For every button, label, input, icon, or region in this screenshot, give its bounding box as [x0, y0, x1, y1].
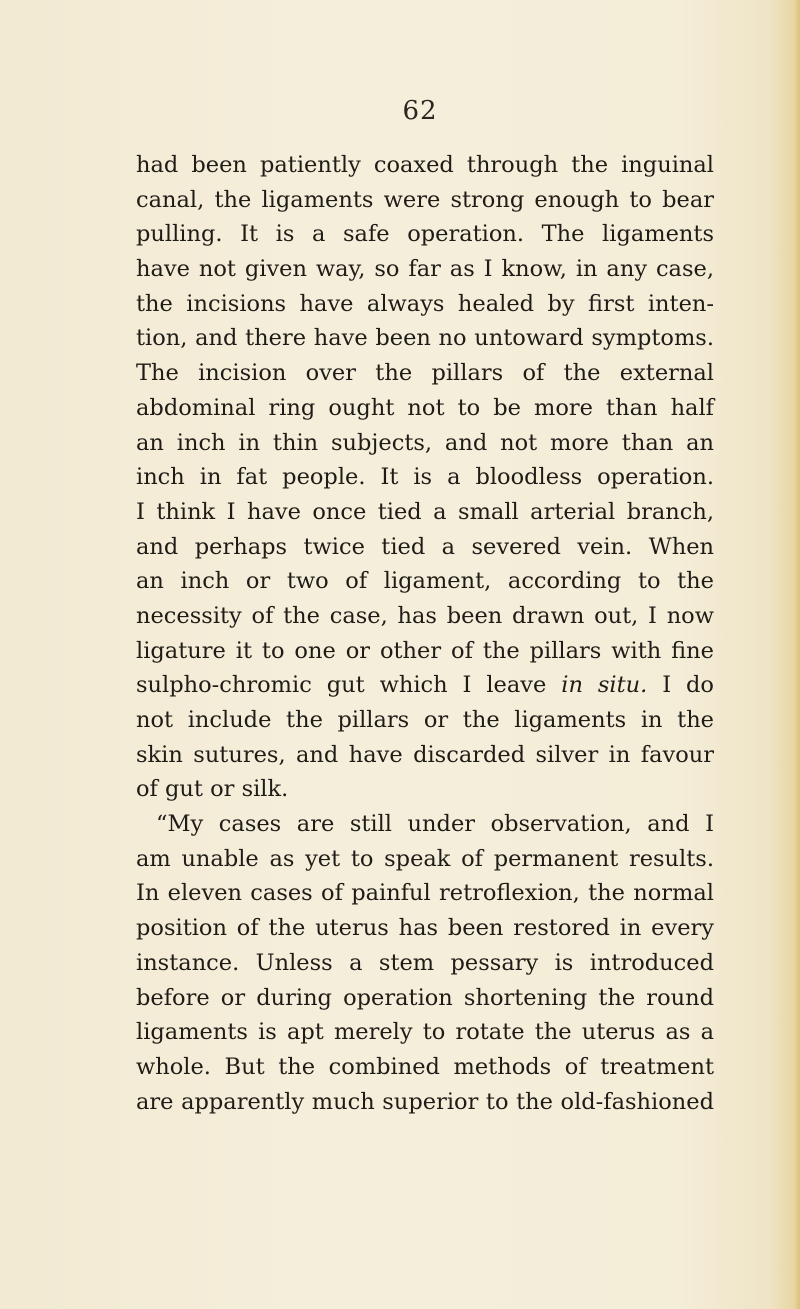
text-line-28: are apparently much superior to the old-fashioned [136, 1088, 714, 1115]
text-line-9: an inch in thin subjects, and not more than an [136, 429, 714, 456]
text-line-5: the incisions have always healed by first inten- [136, 290, 714, 317]
text-line-21: am unable as yet to speak of permanent results. [136, 845, 714, 872]
text-line-23: position of the uterus has been restored in every [136, 915, 714, 942]
text-line-16-end: I do [647, 672, 714, 699]
text-line-7: The incision over the pillars of the external [136, 360, 714, 387]
text-line-26: ligaments is apt merely to rotate the uterus as a [136, 1019, 714, 1046]
text-line-6: tion, and there have been no untoward symptoms. [136, 325, 714, 352]
text-line-2: canal, the ligaments were strong enough to bear [136, 186, 714, 213]
text-line-15: ligature it to one or other of the pillars with fine [136, 637, 714, 664]
page-number: 62 [402, 96, 438, 126]
italic-phrase: in situ. [561, 672, 648, 699]
text-line-24: instance. Unless a stem pessary is introduced [136, 949, 714, 976]
text-line-10: inch in fat people. It is a bloodless operation. [136, 464, 714, 491]
text-line-18: skin sutures, and have discarded silver in favour [136, 741, 714, 768]
body-text [136, 148, 714, 1119]
text-line-16 [136, 668, 714, 703]
text-line-4: have not given way, so far as I know, in any case, [136, 256, 714, 283]
text-line-22: In eleven cases of painful retroflexion, the normal [136, 880, 714, 907]
text-line-19: of gut or silk. [136, 776, 289, 803]
text-line-13: an inch or two of ligament, according to the [136, 568, 714, 595]
text-line-11: I think I have once tied a small arterial branch, [136, 498, 714, 525]
text-line-27: whole. But the combined methods of treatment [136, 1053, 714, 1080]
text-line-3: pulling. It is a safe operation. The ligaments [136, 221, 714, 248]
text-line-12: and perhaps twice tied a severed vein. When [136, 533, 714, 560]
text-line-14: necessity of the case, has been drawn out, I now [136, 602, 714, 629]
text-line-17: not include the pillars or the ligaments in the [136, 707, 714, 733]
text-line-20: “My cases are still under observation, and I [156, 811, 714, 838]
text-line-16-start: sulpho-chromic gut which I leave [136, 672, 562, 699]
text-line-1: had been patiently coaxed through the inguinal [136, 152, 714, 178]
text-line-25: before or during operation shortening the round [136, 984, 714, 1011]
page-edge-shadow [794, 0, 800, 1309]
text-line-8: abdominal ring ought not to be more than half [136, 394, 714, 421]
